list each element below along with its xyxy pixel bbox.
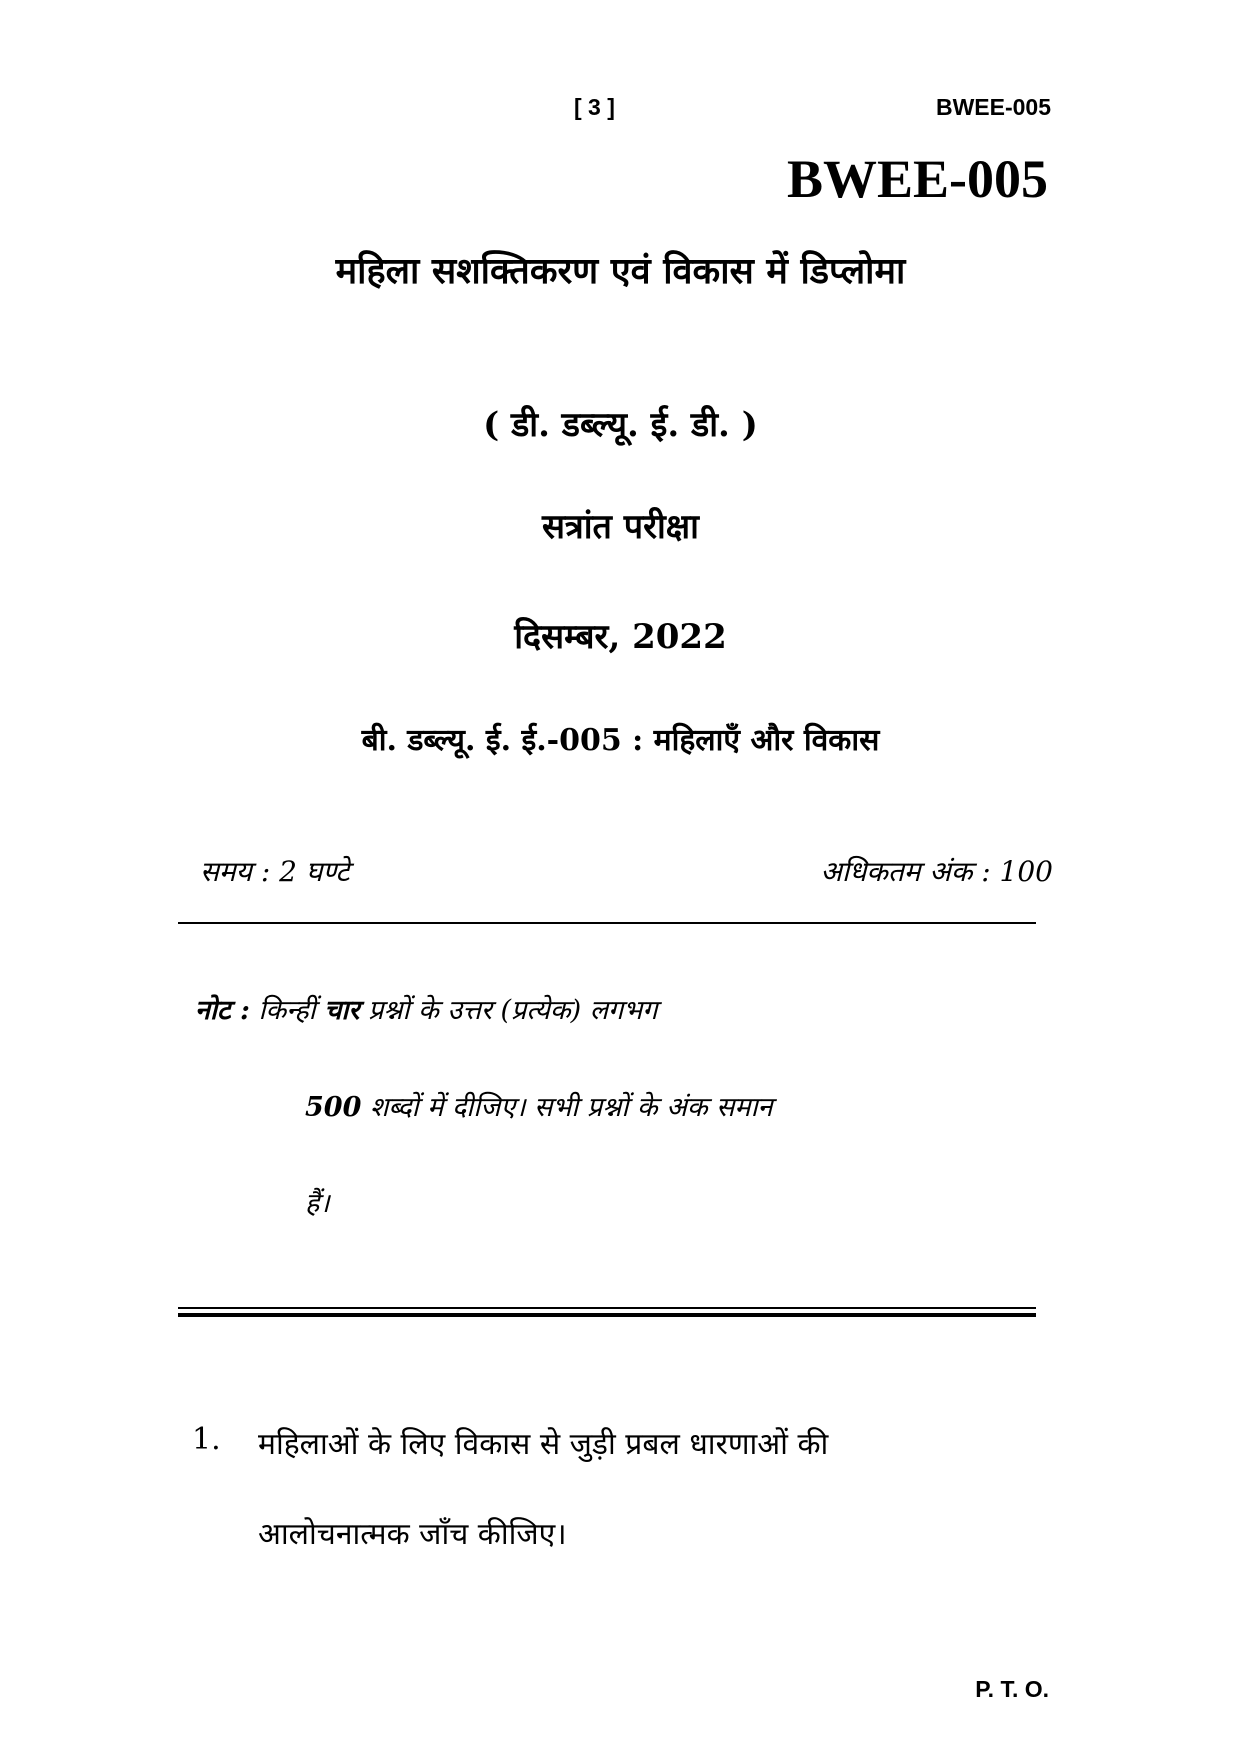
paper-title: बी. डब्ल्यू. ई. ई.-005 : महिलाएँ और विकास xyxy=(361,723,880,758)
programme-abbr: ( डी. डब्ल्यू. ई. डी. ) xyxy=(483,405,758,445)
note-text: किन्हीं xyxy=(258,995,316,1026)
page-number: [ 3 ] xyxy=(574,94,615,120)
course-code: BWEE-005 xyxy=(786,149,1048,209)
header-code: BWEE-005 xyxy=(935,94,1051,120)
divider xyxy=(178,922,1036,924)
exam-session: दिसम्बर, 2022 xyxy=(514,617,727,657)
note-line-3: हैं। xyxy=(305,1188,330,1219)
max-marks: अधिकतम अंक : 100 xyxy=(820,855,1053,888)
question-text: महिलाओं के लिए विकास से जुड़ी प्रबल धारणाओं की xyxy=(258,1427,829,1462)
question-number: 1. xyxy=(192,1422,221,1457)
note-line-1 xyxy=(195,990,1055,1027)
note-text: शब्दों में दीजिए। सभी प्रश्नों के अंक समान xyxy=(369,1092,773,1123)
double-divider-bottom xyxy=(178,1313,1036,1317)
question-text: आलोचनात्मक जाँच कीजिए। xyxy=(258,1517,567,1552)
time-allowed: समय : 2 घण्टे xyxy=(200,855,350,888)
double-divider-top xyxy=(178,1307,1036,1309)
note-text: प्रश्नों के उत्तर (प्रत्येक) लगभग xyxy=(368,995,658,1026)
please-turn-over: P. T. O. xyxy=(975,1676,1049,1702)
note-label: नोट : xyxy=(195,995,250,1026)
note-emphasis: 500 xyxy=(305,1092,362,1123)
exam-title: सत्रांत परीक्षा xyxy=(542,507,699,547)
note-line-2 xyxy=(305,1087,1055,1124)
note-emphasis: चार xyxy=(324,995,360,1026)
programme-title: महिला सशक्तिकरण एवं विकास में डिप्लोमा xyxy=(335,250,906,292)
